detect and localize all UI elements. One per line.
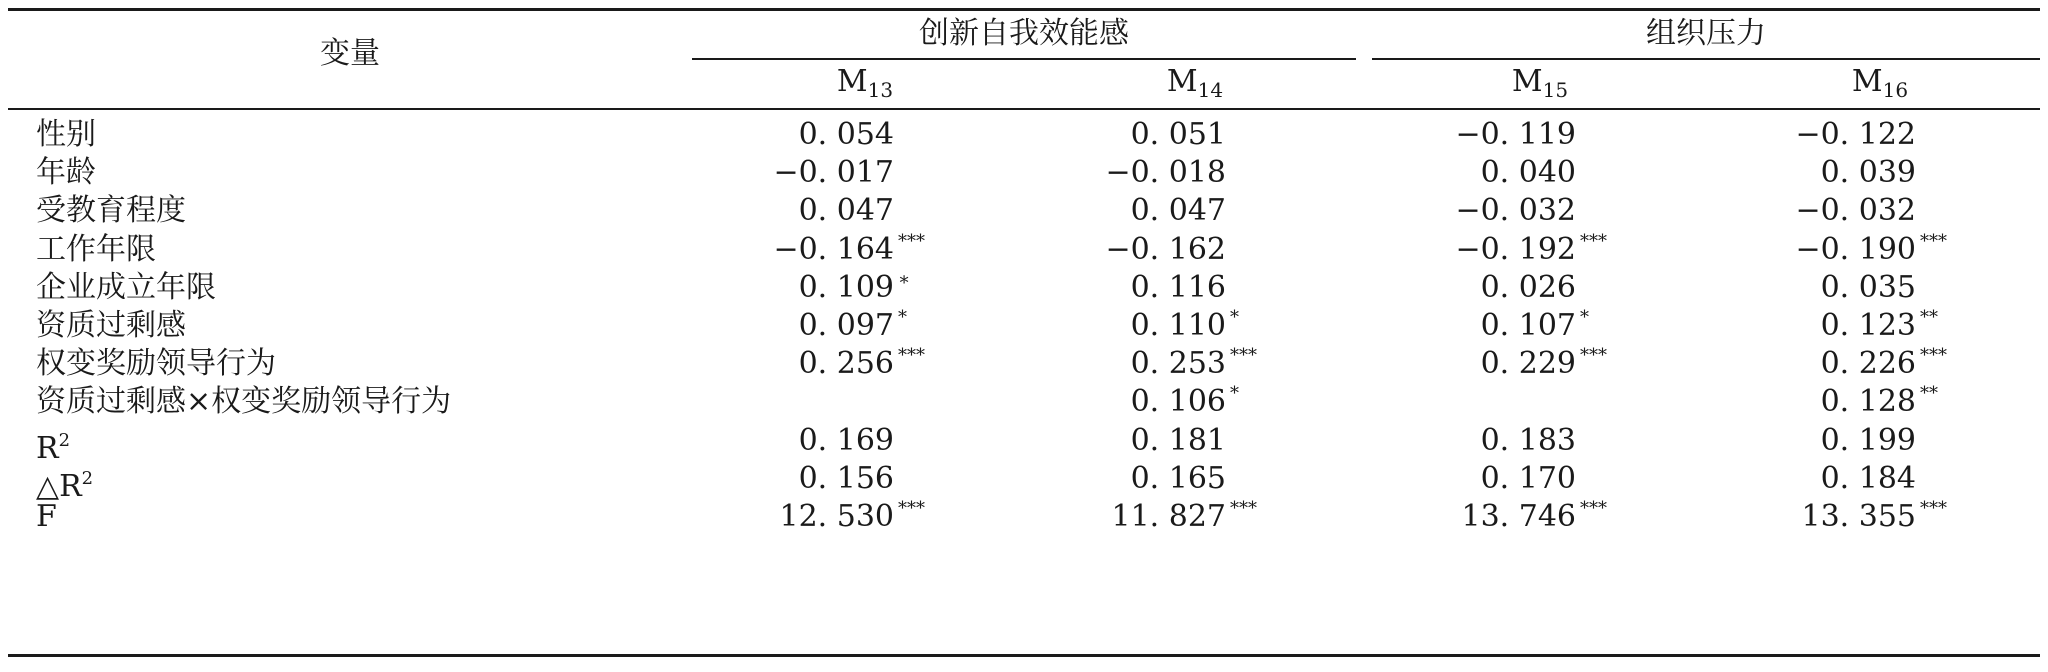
cell-value: 0. 107 — [1480, 308, 1576, 343]
table-cell — [1030, 459, 1230, 499]
cell-value: 0. 165 — [1130, 460, 1226, 496]
table-cell — [1380, 459, 1580, 499]
cell-value: 0. 026 — [1480, 269, 1576, 305]
table-cell: 0. 109 ∗ — [798, 268, 911, 305]
table-cell: −0. 190 *** — [1795, 230, 1947, 267]
cell-value: 0. 170 — [1480, 460, 1576, 496]
table-cell — [1380, 153, 1580, 193]
table-cell — [1720, 421, 1920, 461]
table-row-label — [36, 115, 96, 155]
model-header-m13: $M_{13}$ — [836, 64, 894, 102]
table-cell — [1030, 153, 1230, 193]
cell-value: 0. 256 — [798, 346, 894, 382]
row-label-text: 权变奖励领导行为 — [36, 346, 276, 382]
model-header-m16: $M_{16}$ — [1851, 64, 1909, 102]
table-cell: 0. 226 *** — [1820, 345, 1947, 382]
table-cell: 0. 107 * — [1480, 307, 1589, 343]
table-cell: 0. 097 * — [798, 307, 907, 343]
table-cell: 11. 827 *** — [1111, 498, 1257, 534]
cell-value: −0. 122 — [1795, 117, 1916, 152]
cell-value: 0. 106 — [1130, 384, 1226, 420]
table-cell: 0. 253 *** — [1130, 345, 1257, 382]
cell-value: −0. 190 — [1795, 231, 1916, 267]
row-label-text: 资质过剩感 — [36, 308, 186, 343]
table-cell — [1030, 268, 1230, 308]
table-row-label — [36, 344, 276, 384]
table-cell — [1380, 268, 1580, 308]
table-cell — [1380, 191, 1580, 231]
row-label-superscript: 2 — [58, 429, 71, 451]
cell-value: −0. 032 — [1455, 193, 1576, 229]
table-cell: 13. 746 *** — [1461, 498, 1607, 534]
cell-value: −0. 032 — [1795, 193, 1916, 229]
table-cell — [1720, 191, 1920, 231]
cell-value: −0. 162 — [1105, 231, 1226, 267]
table-cell — [1030, 421, 1230, 461]
group-rule-1 — [692, 58, 1356, 60]
table-row-label — [36, 191, 186, 231]
row-label-text: △R — [36, 468, 82, 504]
table-cell — [1030, 191, 1230, 231]
table-row-label — [36, 268, 216, 308]
cell-value: −0. 119 — [1455, 117, 1576, 152]
table-cell: 0. 229 *** — [1480, 345, 1607, 382]
cell-value: 12. 530 — [779, 499, 894, 534]
cell-value: 0. 169 — [798, 422, 894, 458]
cell-value: 0. 116 — [1130, 269, 1226, 305]
row-label-superscript: 2 — [81, 467, 94, 489]
cell-value: 0. 156 — [798, 460, 894, 496]
table-row-label — [36, 382, 451, 422]
table-cell: 13. 355 *** — [1801, 498, 1947, 534]
cell-value: −0. 018 — [1105, 155, 1226, 191]
table-cell — [698, 191, 898, 231]
cell-value: −0. 017 — [773, 155, 894, 191]
cell-value: 0. 109 — [798, 269, 894, 305]
header-rule — [8, 108, 2040, 110]
cell-value: 0. 054 — [798, 117, 894, 152]
table-cell: 0. 256 *** — [798, 345, 925, 382]
group-header-innovation-self-efficacy: 创新自我效能感 — [919, 16, 1129, 51]
row-label-text: F — [36, 499, 57, 534]
table-cell — [698, 115, 898, 155]
cell-value: 0. 183 — [1480, 422, 1576, 458]
top-rule — [8, 8, 2040, 11]
table-cell: 0. 106 * — [1130, 383, 1239, 420]
cell-value: 0. 128 — [1820, 384, 1916, 420]
table-cell — [1720, 459, 1920, 499]
cell-value: −0. 164 — [773, 231, 894, 267]
group-rule-2 — [1372, 58, 2040, 60]
table-row-label — [36, 306, 186, 346]
table-cell — [1380, 115, 1580, 155]
cell-value: 0. 229 — [1480, 346, 1576, 382]
table-row-label — [36, 230, 156, 270]
table-cell — [698, 459, 898, 499]
row-label-text: R — [36, 430, 59, 466]
table-cell: 0. 110 * — [1130, 307, 1239, 343]
row-label-text: 年龄 — [36, 155, 96, 191]
cell-value: 13. 746 — [1461, 499, 1576, 534]
cell-value: 0. 199 — [1820, 422, 1916, 458]
row-label-header: 变量 — [320, 36, 380, 71]
cell-value: 0. 047 — [798, 193, 894, 229]
table-cell: 0. 128 ** — [1820, 383, 1938, 420]
cell-value: −0. 192 — [1455, 231, 1576, 267]
cell-value: 0. 039 — [1820, 155, 1916, 191]
table-cell: −0. 164 *** — [773, 230, 925, 267]
table-cell — [1720, 153, 1920, 193]
table-cell — [1030, 115, 1230, 155]
cell-value: 0. 047 — [1130, 193, 1226, 229]
table-cell — [1720, 268, 1920, 308]
model-header-m14: $M_{14}$ — [1166, 64, 1224, 102]
table-cell: 12. 530 *** — [779, 498, 925, 534]
group-header-organizational-pressure: 组织压力 — [1646, 16, 1766, 51]
cell-value: 0. 184 — [1820, 460, 1916, 496]
table-cell — [1720, 115, 1920, 155]
cell-value: 0. 040 — [1480, 155, 1576, 191]
cell-value: 0. 226 — [1820, 346, 1916, 382]
cell-value: 0. 181 — [1130, 422, 1226, 458]
row-label-text: 企业成立年限 — [36, 269, 216, 305]
bottom-rule — [8, 654, 2040, 657]
cell-value: 11. 827 — [1111, 499, 1226, 534]
table-cell: −0. 192 *** — [1455, 230, 1607, 267]
cell-value: 0. 110 — [1130, 308, 1226, 343]
cell-value: 13. 355 — [1801, 499, 1916, 534]
table-cell — [1380, 382, 1580, 422]
cell-value: 0. 097 — [798, 308, 894, 343]
row-label-text: 受教育程度 — [36, 193, 186, 229]
table-cell: 0. 123 ** — [1820, 307, 1938, 343]
model-header-m15: $M_{15}$ — [1511, 64, 1569, 102]
row-label-text: 资质过剩感×权变奖励领导行为 — [36, 384, 452, 420]
table-row-label — [36, 497, 57, 537]
table-row-label — [36, 153, 96, 193]
cell-value: 0. 051 — [1130, 117, 1226, 152]
table-cell — [698, 153, 898, 193]
table-cell — [698, 382, 898, 422]
row-label-text: 性别 — [36, 117, 96, 152]
cell-value: 0. 123 — [1820, 308, 1916, 343]
cell-value: 0. 035 — [1820, 269, 1916, 305]
cell-value: 0. 253 — [1130, 346, 1226, 382]
row-label-text: 工作年限 — [36, 231, 156, 267]
table-cell — [1030, 230, 1230, 270]
table-cell — [698, 421, 898, 461]
table-cell — [1380, 421, 1580, 461]
